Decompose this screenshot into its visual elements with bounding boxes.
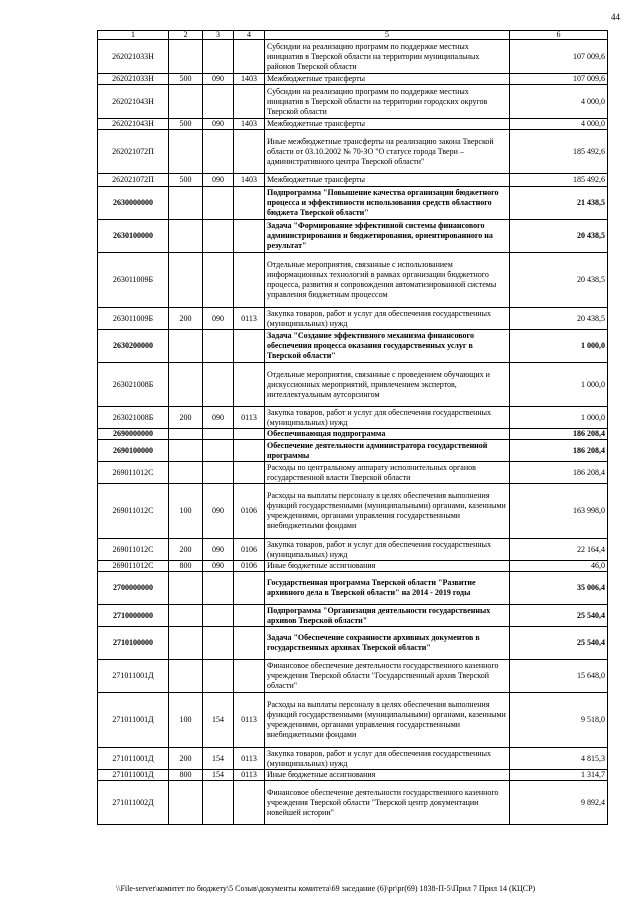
row-code-cell: 2700000000 xyxy=(98,572,169,605)
row-amount-cell: 20 438,5 xyxy=(510,220,608,253)
row-vr-cell xyxy=(169,440,203,462)
row-amount-cell: 35 006,4 xyxy=(510,572,608,605)
row-vr-cell xyxy=(169,130,203,174)
row-name-cell: Иные бюджетные ассигнования xyxy=(265,561,510,572)
row-admin-cell: 090 xyxy=(203,119,234,130)
row-vr-cell xyxy=(169,363,203,407)
row-admin-cell xyxy=(203,429,234,440)
row-amount-cell: 4 815,3 xyxy=(510,748,608,770)
row-vr-cell xyxy=(169,187,203,220)
header-cell: 1 xyxy=(98,31,169,40)
row-section-cell xyxy=(234,440,265,462)
row-vr-cell xyxy=(169,462,203,484)
row-amount-cell: 21 438,5 xyxy=(510,187,608,220)
row-name-cell: Финансовое обеспечение деятельности государственного казенного учреждения Тверской области "Государственный архив Тверской области" xyxy=(265,660,510,693)
table-row xyxy=(98,253,608,308)
row-admin-cell: 154 xyxy=(203,693,234,748)
table-row xyxy=(98,660,608,693)
row-amount-cell: 4 000,0 xyxy=(510,85,608,119)
row-code-cell: 262021043Н xyxy=(98,119,169,130)
row-admin-cell xyxy=(203,363,234,407)
row-admin-cell: 090 xyxy=(203,74,234,85)
row-amount-cell: 15 648,0 xyxy=(510,660,608,693)
table-row xyxy=(98,572,608,605)
row-admin-cell: 090 xyxy=(203,407,234,429)
row-section-cell xyxy=(234,605,265,627)
row-admin-cell: 090 xyxy=(203,174,234,187)
row-name-cell: Задача "Обеспечение сохранности архивных документов в государственных архивах Тверской области" xyxy=(265,627,510,660)
row-vr-cell xyxy=(169,660,203,693)
table-row xyxy=(98,85,608,119)
row-vr-cell: 200 xyxy=(169,748,203,770)
row-name-cell: Отдельные мероприятия, связанные с проведением обучающих и дискуссионных мероприятий, привлечением экспертов, интеллектуальным аутсорсингом xyxy=(265,363,510,407)
row-code-cell: 263011009Б xyxy=(98,308,169,330)
row-admin-cell xyxy=(203,253,234,308)
row-code-cell: 271011001Д xyxy=(98,748,169,770)
row-code-cell: 269011012С xyxy=(98,484,169,539)
row-admin-cell: 090 xyxy=(203,308,234,330)
header-cell: 2 xyxy=(169,31,203,40)
row-code-cell: 2630100000 xyxy=(98,220,169,253)
row-admin-cell xyxy=(203,572,234,605)
row-section-cell xyxy=(234,429,265,440)
row-amount-cell: 1 000,0 xyxy=(510,330,608,363)
header-cell: 3 xyxy=(203,31,234,40)
table-row xyxy=(98,462,608,484)
row-name-cell: Межбюджетные трансферты xyxy=(265,74,510,85)
row-admin-cell xyxy=(203,605,234,627)
row-vr-cell xyxy=(169,220,203,253)
row-amount-cell: 107 009,6 xyxy=(510,40,608,74)
table-row xyxy=(98,407,608,429)
row-name-cell: Задача "Создание эффективного механизма финансового обеспечения процесса оказания государственных услуг в Тверской области" xyxy=(265,330,510,363)
row-amount-cell: 186 208,4 xyxy=(510,429,608,440)
row-section-cell: 0113 xyxy=(234,748,265,770)
table-row xyxy=(98,308,608,330)
row-admin-cell xyxy=(203,330,234,363)
row-vr-cell: 500 xyxy=(169,119,203,130)
row-code-cell: 262021043Н xyxy=(98,85,169,119)
row-admin-cell xyxy=(203,462,234,484)
row-amount-cell: 4 000,0 xyxy=(510,119,608,130)
row-name-cell: Закупка товаров, работ и услуг для обеспечения государственных (муниципальных) нужд xyxy=(265,308,510,330)
row-name-cell: Закупка товаров, работ и услуг для обеспечения государственных (муниципальных) нужд xyxy=(265,748,510,770)
row-section-cell xyxy=(234,330,265,363)
row-name-cell: Подпрограмма "Организация деятельности государственных архивов Тверской области" xyxy=(265,605,510,627)
row-section-cell xyxy=(234,40,265,74)
row-admin-cell xyxy=(203,130,234,174)
row-admin-cell: 090 xyxy=(203,561,234,572)
header-cell: 6 xyxy=(510,31,608,40)
row-amount-cell: 107 009,6 xyxy=(510,74,608,85)
row-vr-cell xyxy=(169,781,203,825)
row-admin-cell xyxy=(203,627,234,660)
row-section-cell xyxy=(234,253,265,308)
row-name-cell: Подпрограмма "Повышение качества организации бюджетного процесса и эффективности использования средств областного бюджета Тверской области" xyxy=(265,187,510,220)
row-section-cell xyxy=(234,187,265,220)
row-code-cell: 263021008Б xyxy=(98,407,169,429)
row-vr-cell xyxy=(169,253,203,308)
table-row xyxy=(98,74,608,85)
table-row xyxy=(98,220,608,253)
row-name-cell: Расходы на выплаты персоналу в целях обеспечения выполнения функций государственными (муниципальными) органами, казенными учреждениями, органами управления государственными внебюджетными фондами xyxy=(265,693,510,748)
row-name-cell: Иные бюджетные ассигнования xyxy=(265,770,510,781)
budget-table xyxy=(97,30,608,825)
row-vr-cell xyxy=(169,572,203,605)
row-code-cell: 269011012С xyxy=(98,539,169,561)
table-row xyxy=(98,627,608,660)
row-name-cell: Задача "Формирование эффективной системы финансового администрирования и бюджетирования, ориентированного на результат" xyxy=(265,220,510,253)
row-admin-cell xyxy=(203,440,234,462)
row-section-cell xyxy=(234,220,265,253)
row-amount-cell: 185 492,6 xyxy=(510,174,608,187)
row-section-cell: 0113 xyxy=(234,770,265,781)
row-admin-cell xyxy=(203,85,234,119)
row-admin-cell xyxy=(203,781,234,825)
row-amount-cell: 9 518,0 xyxy=(510,693,608,748)
row-vr-cell xyxy=(169,85,203,119)
row-vr-cell: 200 xyxy=(169,308,203,330)
table-row xyxy=(98,770,608,781)
row-vr-cell: 100 xyxy=(169,693,203,748)
row-code-cell: 2630200000 xyxy=(98,330,169,363)
row-name-cell: Межбюджетные трансферты xyxy=(265,174,510,187)
row-code-cell: 269011012С xyxy=(98,561,169,572)
row-admin-cell: 090 xyxy=(203,484,234,539)
row-vr-cell xyxy=(169,330,203,363)
row-amount-cell: 25 540,4 xyxy=(510,627,608,660)
row-section-cell: 0113 xyxy=(234,693,265,748)
table-row xyxy=(98,605,608,627)
table-row xyxy=(98,187,608,220)
table-row xyxy=(98,484,608,539)
row-vr-cell: 200 xyxy=(169,407,203,429)
row-name-cell: Финансовое обеспечение деятельности государственного казенного учреждения Тверской области "Тверской центр документации новейшей истории" xyxy=(265,781,510,825)
row-vr-cell: 100 xyxy=(169,484,203,539)
row-section-cell xyxy=(234,130,265,174)
row-code-cell: 2710000000 xyxy=(98,605,169,627)
row-admin-cell xyxy=(203,220,234,253)
row-admin-cell: 154 xyxy=(203,748,234,770)
row-code-cell: 271011001Д xyxy=(98,660,169,693)
row-vr-cell xyxy=(169,627,203,660)
page-number: 44 xyxy=(611,12,620,22)
row-code-cell: 271011001Д xyxy=(98,693,169,748)
table-row xyxy=(98,440,608,462)
row-section-cell: 0106 xyxy=(234,484,265,539)
row-amount-cell: 1 314,7 xyxy=(510,770,608,781)
row-code-cell: 263021008Б xyxy=(98,363,169,407)
row-vr-cell: 200 xyxy=(169,539,203,561)
row-admin-cell: 154 xyxy=(203,770,234,781)
row-section-cell xyxy=(234,85,265,119)
row-vr-cell: 500 xyxy=(169,74,203,85)
row-amount-cell: 46,0 xyxy=(510,561,608,572)
table-row xyxy=(98,429,608,440)
row-name-cell: Межбюджетные трансферты xyxy=(265,119,510,130)
header-row xyxy=(98,31,608,40)
table-row xyxy=(98,330,608,363)
row-section-cell xyxy=(234,781,265,825)
row-name-cell: Иные межбюджетные трансферты на реализацию закона Тверской области от 03.10.2002 № 70-ЗО "О статусе города Твери – административного центра Тверской области" xyxy=(265,130,510,174)
row-name-cell: Обеспечение деятельности администратора государственной программы xyxy=(265,440,510,462)
row-code-cell: 2690000000 xyxy=(98,429,169,440)
row-section-cell: 0106 xyxy=(234,561,265,572)
row-section-cell xyxy=(234,660,265,693)
row-name-cell: Закупка товаров, работ и услуг для обеспечения государственных (муниципальных) нужд xyxy=(265,407,510,429)
row-vr-cell xyxy=(169,429,203,440)
row-amount-cell: 20 438,5 xyxy=(510,253,608,308)
table-row xyxy=(98,40,608,74)
header-cell: 4 xyxy=(234,31,265,40)
row-code-cell: 271011002Д xyxy=(98,781,169,825)
row-code-cell: 2710100000 xyxy=(98,627,169,660)
row-amount-cell: 185 492,6 xyxy=(510,130,608,174)
row-amount-cell: 1 000,0 xyxy=(510,363,608,407)
row-admin-cell xyxy=(203,660,234,693)
row-code-cell: 2630000000 xyxy=(98,187,169,220)
row-amount-cell: 1 000,0 xyxy=(510,407,608,429)
row-code-cell: 2690100000 xyxy=(98,440,169,462)
row-vr-cell: 800 xyxy=(169,770,203,781)
row-section-cell xyxy=(234,627,265,660)
row-code-cell: 262021033Н xyxy=(98,74,169,85)
table-row xyxy=(98,130,608,174)
row-vr-cell xyxy=(169,40,203,74)
table-row xyxy=(98,693,608,748)
row-section-cell xyxy=(234,363,265,407)
row-code-cell: 262021072П xyxy=(98,174,169,187)
row-name-cell: Расходы по центральному аппарату исполнительных органов государственной власти Тверской области xyxy=(265,462,510,484)
row-admin-cell: 090 xyxy=(203,539,234,561)
row-amount-cell: 25 540,4 xyxy=(510,605,608,627)
table-row xyxy=(98,174,608,187)
file-path-footer: \\File-server\комитет по бюджету\5 Созыв\документы комитета\69 заседание (6)\pr\pr(69) 1838-П-5\Прил 7 Прил 14 (КЦСР) xyxy=(116,884,536,893)
row-code-cell: 269011012С xyxy=(98,462,169,484)
row-code-cell: 262021072П xyxy=(98,130,169,174)
row-name-cell: Закупка товаров, работ и услуг для обеспечения государственных (муниципальных) нужд xyxy=(265,539,510,561)
row-amount-cell: 22 164,4 xyxy=(510,539,608,561)
row-amount-cell: 186 208,4 xyxy=(510,440,608,462)
table-row xyxy=(98,748,608,770)
row-section-cell: 0106 xyxy=(234,539,265,561)
row-section-cell: 0113 xyxy=(234,407,265,429)
row-name-cell: Субсидии на реализацию программ по поддержке местных инициатив в Тверской области на территории муниципальных районов Тверской области xyxy=(265,40,510,74)
row-admin-cell xyxy=(203,40,234,74)
row-amount-cell: 163 998,0 xyxy=(510,484,608,539)
table-row xyxy=(98,363,608,407)
header-cell: 5 xyxy=(265,31,510,40)
table-row xyxy=(98,561,608,572)
row-section-cell xyxy=(234,462,265,484)
row-vr-cell: 500 xyxy=(169,174,203,187)
row-code-cell: 263011009Б xyxy=(98,253,169,308)
table-row xyxy=(98,781,608,825)
row-name-cell: Обеспечивающая подпрограмма xyxy=(265,429,510,440)
row-section-cell: 1403 xyxy=(234,74,265,85)
row-vr-cell: 800 xyxy=(169,561,203,572)
row-section-cell xyxy=(234,572,265,605)
row-admin-cell xyxy=(203,187,234,220)
row-section-cell: 1403 xyxy=(234,174,265,187)
row-name-cell: Субсидии на реализацию программ по поддержке местных инициатив в Тверской области на территории городских округов Тверской области xyxy=(265,85,510,119)
row-amount-cell: 9 892,4 xyxy=(510,781,608,825)
row-section-cell: 1403 xyxy=(234,119,265,130)
table-row xyxy=(98,539,608,561)
table-row xyxy=(98,119,608,130)
row-code-cell: 271011001Д xyxy=(98,770,169,781)
row-amount-cell: 186 208,4 xyxy=(510,462,608,484)
row-code-cell: 262021033Н xyxy=(98,40,169,74)
row-amount-cell: 20 438,5 xyxy=(510,308,608,330)
row-name-cell: Отдельные мероприятия, связанные с использованием информационных технологий в рамках организации бюджетного процесса, развития и сопровождения автоматизированной системы управления бюджетным процессом xyxy=(265,253,510,308)
row-vr-cell xyxy=(169,605,203,627)
row-name-cell: Расходы на выплаты персоналу в целях обеспечения выполнения функций государственными (муниципальными) органами, казенными учреждениями, органами управления государственными внебюджетными фондами xyxy=(265,484,510,539)
row-section-cell: 0113 xyxy=(234,308,265,330)
row-name-cell: Государственная программа Тверской области "Развитие архивного дела в Тверской области" на 2014 - 2019 годы xyxy=(265,572,510,605)
